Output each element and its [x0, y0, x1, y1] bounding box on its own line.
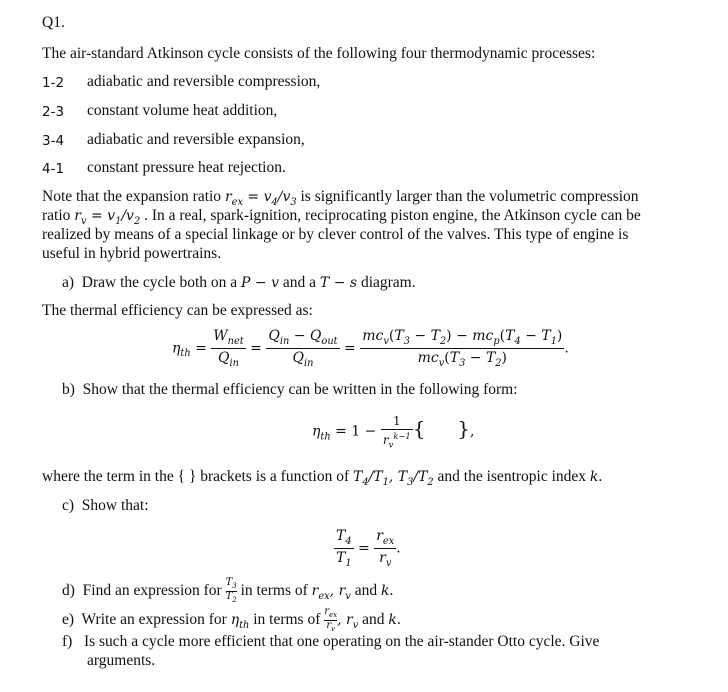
temperature-ratio-equation: $\frac{T_4}{T_1}$ = $\frac{r_{ex}}{r_v}$ .: [336, 528, 401, 569]
process-text: constant volume heat addition,: [87, 102, 278, 119]
expansion-ratio-formula: $r_{ex} = v_4/v_3$: [224, 189, 297, 208]
process-label: 3-4: [42, 133, 65, 149]
intro-text: The air-standard Atkinson cycle consists of the following four thermodynamic processes:: [42, 45, 596, 62]
efficiency-equation: $\eta_{th}$ = $\frac{W_{net}}{Q_{in}}$ = $\frac{Q_{in} - Q_{out}}{Q_{in}}$ = $\frac{mc_v(T_3 - T_2) - mc_p(T_4 - T_1)}{mc_v(T_3 - T_2)}$ .: [172, 328, 569, 369]
process-text: adiabatic and reversible compression,: [87, 73, 321, 90]
part-a: a) Draw the cycle both on a P − v and a T − s diagram.: [62, 274, 416, 291]
part-f: f) Is such a cycle more efficient that one operating on the air-stander Otto cycle. Give: [62, 633, 600, 650]
process-text: adiabatic and reversible expansion,: [87, 131, 305, 148]
process-label: 4-1: [42, 161, 65, 177]
part-f-continued: arguments.: [87, 652, 156, 669]
question-number: Q1.: [42, 14, 65, 31]
part-b: b) Show that the thermal efficiency can be written in the following form:: [62, 381, 518, 398]
part-c: c) Show that:: [62, 497, 149, 514]
process-label: 1-2: [42, 75, 65, 91]
process-label: 2-3: [42, 104, 65, 120]
where-text: where the term in the { } brackets is a function of $T_4/T_1$, $T_3/T_2$ and the isentropic index k.: [42, 468, 603, 488]
efficiency-intro: The thermal efficiency can be expressed as:: [42, 302, 313, 319]
part-d: d) Find an expression for $\frac{T_3}{T_2}$ in terms of $r_{ex}$, $r_v$ and k.: [62, 577, 394, 604]
process-text: constant pressure heat rejection.: [87, 159, 286, 176]
part-e: e) Write an expression for $\eta_{th}$ in terms of $\frac{r_{ex}}{r_v}$, $r_v$ and k.: [62, 606, 401, 633]
efficiency-form-equation: $\eta_{th} = 1$ − $\frac{1}{r_v^{k-1}}$ { },: [312, 414, 475, 450]
compression-ratio-formula: $r_v = v_1/v_2$: [74, 208, 141, 227]
